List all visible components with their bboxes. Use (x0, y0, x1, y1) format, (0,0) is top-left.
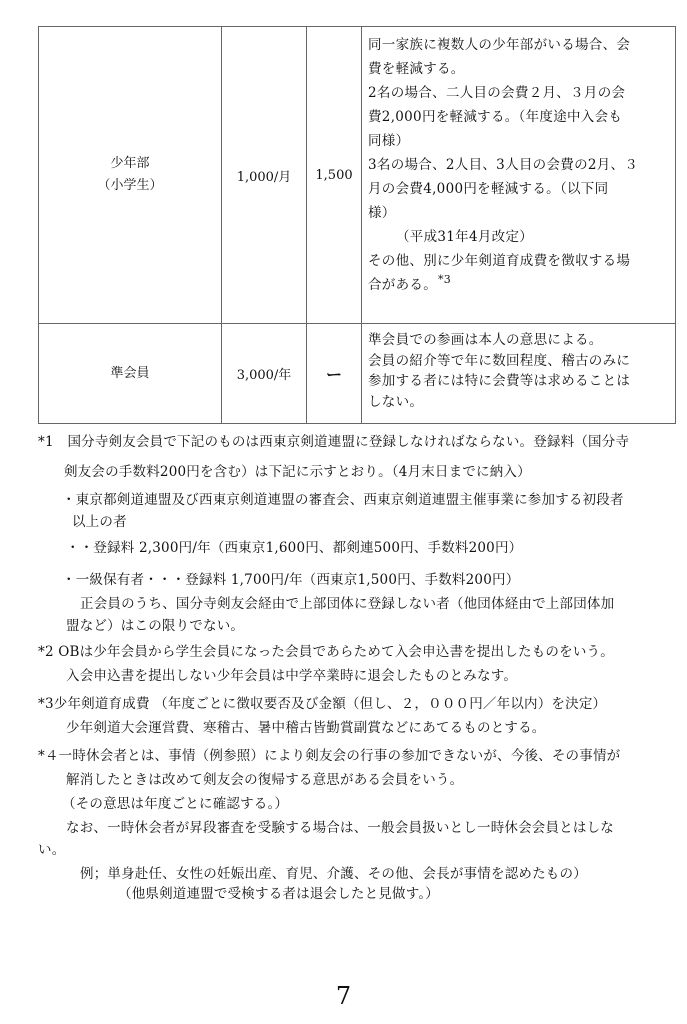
desc-line: 準会員での参画は本人の意思による。 (368, 332, 603, 348)
desc-line (368, 273, 669, 298)
description-cell (362, 324, 676, 424)
desc-text: 合がある。 (368, 277, 437, 293)
fee-cell: 1,000/月 (222, 27, 307, 324)
footnote-line: *1 国分寺剣友会員で下記のものは西東京剣道連盟に登録しなければならない。登録料（国分寺 (38, 434, 630, 450)
table-row (39, 27, 676, 324)
fee2-cell: ー (307, 324, 362, 424)
desc-line: しない。 (368, 393, 424, 410)
footnote-line: *2 OBは少年会員から学生会員になった会員であらためて入会申込書を提出したものをいう。 (38, 644, 614, 660)
description-cell (362, 27, 676, 324)
desc-line: 参加する者には特に会費等は求めることは (368, 373, 631, 389)
page-number: 7 (335, 982, 352, 1010)
fee-table (38, 26, 676, 424)
fee2-cell: 1,500 (307, 27, 362, 324)
footnote-line: （他県剣道連盟で受検する者は退会したと見做す。） (118, 886, 439, 902)
footnote-line: *3少年剣道育成費 （年度ごとに徴収要否及び金額（但し、２，０００円／年以内）を決定） (38, 696, 607, 712)
footnote-line: 正会員のうち、国分寺剣友会経由で上部団体に登録しない者（他団体経由で上部団体加 (80, 596, 615, 612)
footnote-line: ・東京都剣道連盟及び西東京剣道連盟の審査会、西東京剣道連盟主催事業に参加する初段者 (62, 492, 624, 508)
footnote-line: ・・登録料 2,300円/年（西東京1,600円、都剣連500円、手数料200円） (66, 540, 523, 556)
desc-line: 2名の場合、二人目の会費２月、３月の会 (368, 85, 626, 101)
fee-cell: 3,000/年 (222, 324, 307, 424)
footnote-line: なお、一時休会者が昇段審査を受験する場合は、一般会員扱いとし一時休会会員とはしな (66, 820, 614, 836)
footnote-line: （その意思は年度ごとに確認する。） (62, 796, 289, 812)
footnote-mark: *3 (438, 273, 452, 286)
footnote-line: 解消したときは改めて剣友会の復帰する意思がある会員をいう。 (66, 772, 464, 788)
desc-line: 月の会費4,000円を軽減する。（以下同 (368, 181, 609, 197)
footnote-line: 盟など）はこの限りでない。 (66, 618, 245, 634)
category-cell: 準会員 (39, 324, 222, 424)
footnote-line: 以上の者 (72, 514, 127, 530)
desc-line: 同様） (368, 133, 410, 149)
desc-line: 同一家族に複数人の少年部がいる場合、会 (368, 37, 631, 53)
desc-line: 3名の場合、2人目、3人目の会費の2月、３ (368, 157, 639, 173)
desc-line: 様） (368, 205, 396, 221)
footnote-line: 少年剣道大会運営費、寒稽古、暑中稽古皆勤賞副賞などにあてるものとする。 (66, 720, 546, 736)
footnote-line: い。 (38, 842, 66, 858)
desc-line: 費2,000円を軽減する。（年度途中入会も (368, 109, 623, 125)
footnote-line: 剣友会の手数料200円を含む）は下記に示すとおり。（4月末日までに納入） (64, 464, 531, 480)
footnote-line: 入会申込書を提出しない少年会員は中学卒業時に退会したものとみなす。 (66, 668, 518, 684)
desc-line: その他、別に少年剣道育成費を徴収する場 (368, 253, 631, 269)
footnote-line: 例；単身赴任、女性の妊娠出産、育児、介護、その他、会長が事情を認めたもの） (80, 866, 587, 882)
desc-line: （平成31年4月改定） (396, 229, 534, 245)
desc-line: 会員の紹介等で年に数回程度、稽古のみに (368, 352, 631, 369)
table-row (39, 324, 676, 424)
category-label: 少年部 (110, 156, 150, 171)
category-sublabel: （小学生） (97, 178, 163, 193)
category-cell (39, 27, 222, 324)
footnote-line: *４一時休会者とは、事情（例参照）により剣友会の行事の参加できないが、今後、その事情が (38, 748, 621, 764)
desc-line: 費を軽減する。 (368, 61, 465, 77)
footnote-line: ・一級保有者・・・登録料 1,700円/年（西東京1,500円、手数料200円） (62, 572, 520, 588)
